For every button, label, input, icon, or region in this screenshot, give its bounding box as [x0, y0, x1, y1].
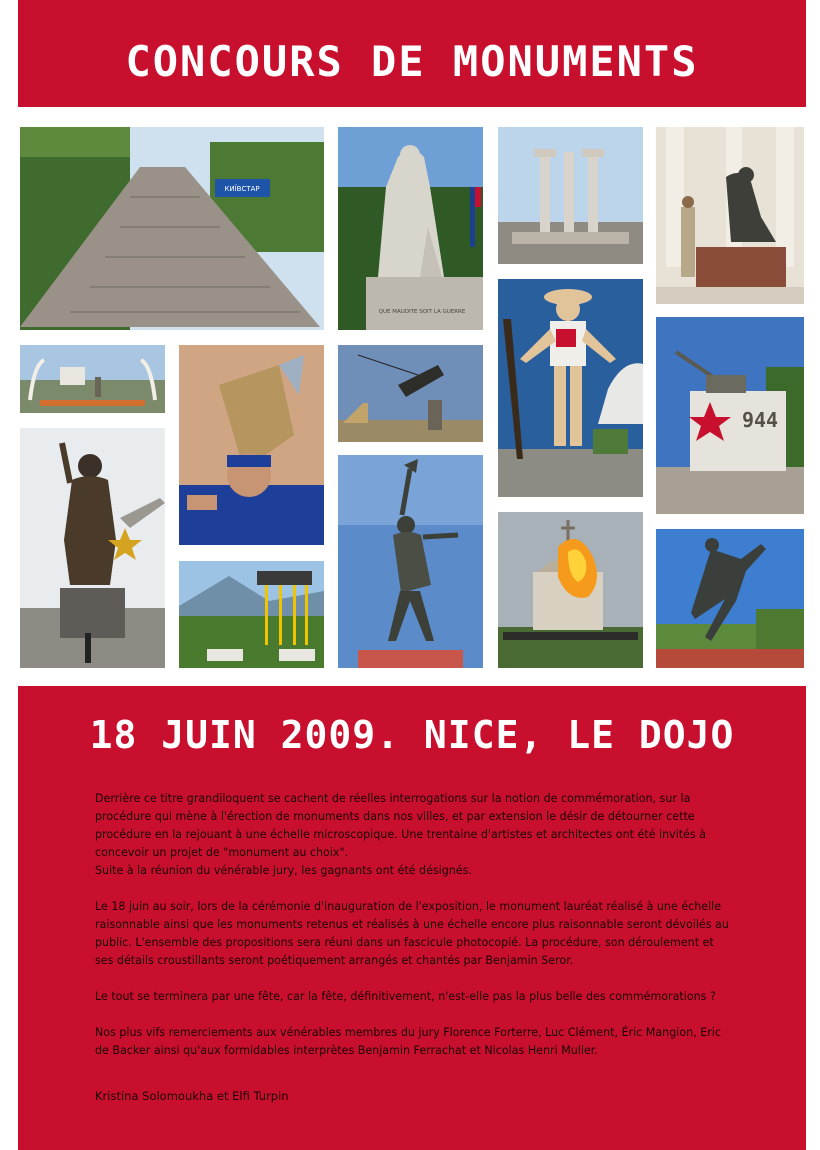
photo-fist-sculpture: [179, 345, 324, 545]
photo-party-monument: [498, 127, 643, 264]
photo-tank-monument: [656, 317, 804, 514]
pedestal-inscription: QUE MAUDITE SOIT LA GUERRE: [378, 309, 466, 315]
photo-tusks-monument: [20, 345, 165, 413]
photo-giant-cowboy-statue: [498, 279, 643, 497]
photo-mother-child-statue: [338, 127, 483, 330]
photo-burning-building: [498, 512, 643, 668]
stele-number: 944: [741, 408, 779, 432]
title-banner: [18, 0, 806, 107]
paragraph-intro: Derrière ce titre grandiloquent se cachent de réelles interrogations sur la notion de commémoration, sur la procédure qui mène à l'érection de monuments dans nos villes, et par extension le désir de détourner cette procédure en la rejouant à une échelle microscopique. Une trentaine d'artistes et architectes ont été invités à concevoir un projet de "monument au choix".: [95, 792, 707, 859]
photo-car-on-pillars: [179, 561, 324, 668]
photo-running-soldier-statue: [656, 529, 804, 668]
photo-seated-statue: [656, 127, 804, 304]
body-text: [95, 790, 735, 1078]
paragraph-party: Le tout se terminera par une fête, car la fête, définitivement, n'est-elle pas la plus belle des commémorations ?: [95, 990, 716, 1003]
paragraph-jury: Suite à la réunion du vénérable jury, les gagnants ont été désignés.: [95, 864, 472, 877]
poster-title: CONCOURS DE MONUMENTS: [125, 37, 699, 86]
photo-toppled-statue: [338, 345, 483, 442]
paragraph-thanks: Nos plus vifs remerciements aux vénérables membres du jury Florence Forterre, Luc Clément, Éric Mangion, Eric de Backer ainsi qu'aux formidables interprètes Benjamin Ferrachat et Nicolas Henri Muller.: [95, 1026, 721, 1057]
info-panel: [18, 686, 806, 1150]
event-heading: 18 JUIN 2009. NICE, LE DOJO: [89, 713, 735, 757]
stairs-billboard-text: КИЇВСТАР: [224, 185, 260, 193]
paragraph-ceremony: Le 18 juin au soir, lors de la cérémonie d'inauguration de l'exposition, le monument lauréat réalisé à une échelle raisonnable ainsi que les monuments retenus et réalisés à une échelle encore plus raisonnable seront dévoilés au public. L'ensemble des propositions sera réuni dans un fascicule photocopié. La procédure, son déroulement et ses détails croustillants seront poétiquement arrangés et chantés par Benjamin Seror.: [95, 900, 729, 967]
signature: Kristina Solomoukha et Elfi Turpin: [95, 1089, 289, 1103]
photo-flag-bearer-statue: [338, 455, 483, 668]
photo-potemkin-stairs: [20, 127, 324, 330]
photo-leader-statue: [20, 428, 165, 668]
